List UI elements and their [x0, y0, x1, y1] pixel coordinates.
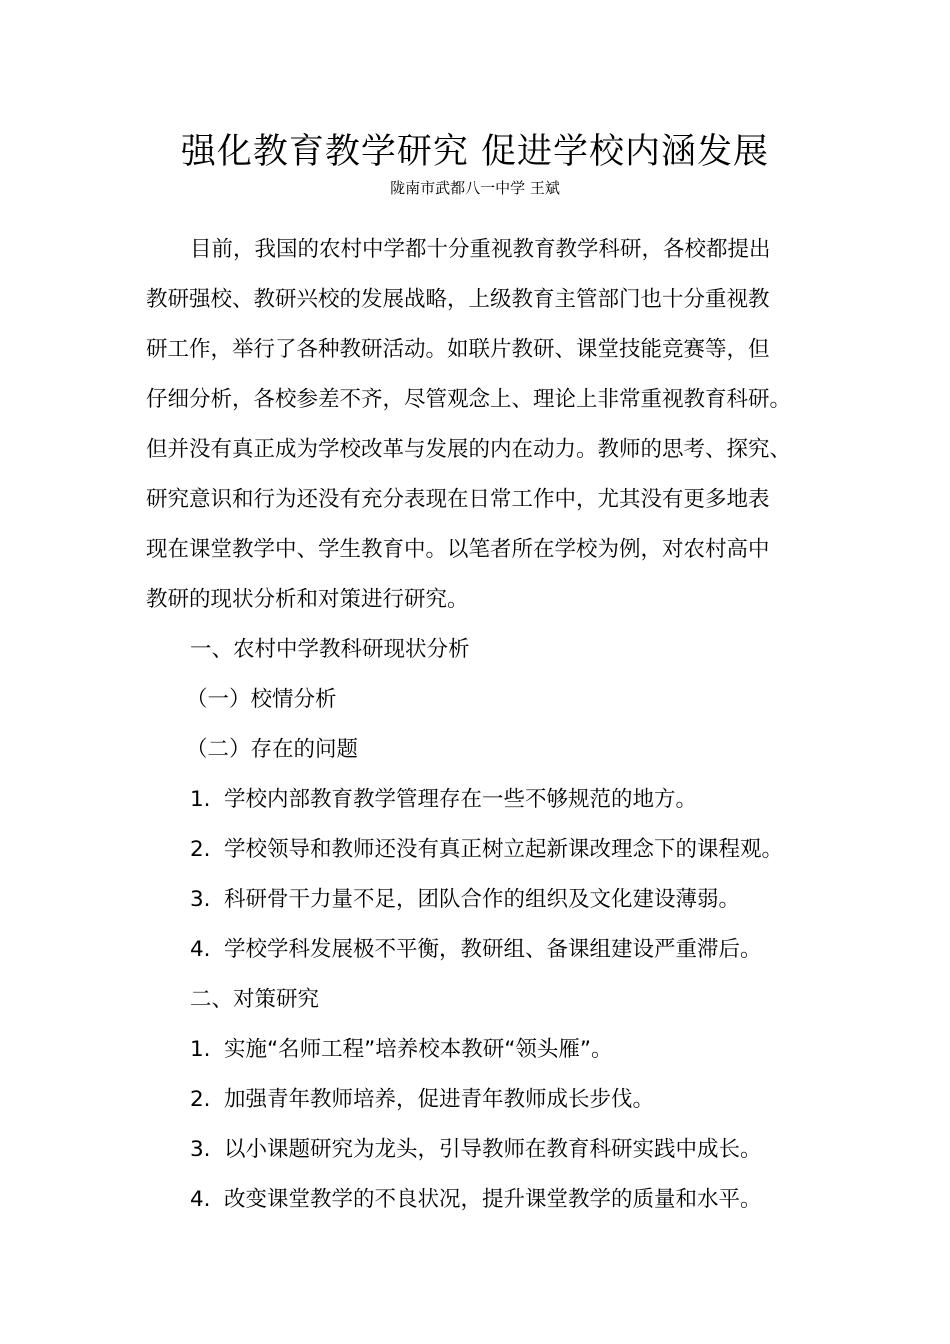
list-item-text: 加强青年教师培养，促进青年教师成长步伐。 [224, 1087, 655, 1112]
list-item-text: 以小课题研究为龙头，引导教师在教育科研实践中成长。 [224, 1137, 762, 1162]
list-item-text: 学校内部教育教学管理存在一些不够规范的地方。 [224, 787, 698, 812]
paragraph-line: 现在课堂教学中、学生教育中。以笔者所在学校为例，对农村高中 [146, 537, 770, 562]
paragraph-line: 目前，我国的农村中学都十分重视教育教学科研，各校都提出 [190, 237, 771, 262]
section-heading-2: 二、对策研究 [190, 987, 320, 1012]
list-item-number: 1. [190, 1037, 211, 1062]
list-item-number: 4. [190, 937, 211, 962]
list-item [190, 1180, 762, 1220]
list-item-text: 学校学科发展极不平衡，教研组、备课组建设严重滞后。 [224, 937, 762, 962]
paragraph-line: 仔细分析，各校参差不齐，尽管观念上、理论上非常重视教育科研。 [146, 387, 792, 412]
list-item [190, 880, 740, 920]
paragraph-line: 但并没有真正成为学校改革与发展的内在动力。教师的思考、探究、 [146, 437, 792, 462]
list-item [190, 780, 697, 820]
list-item-number: 1. [190, 787, 211, 812]
author-line: 陇南市武都八一中学 王斌 [390, 179, 560, 197]
list-item [190, 930, 762, 970]
list-item-number: 4. [190, 1187, 211, 1212]
list-item-number: 3. [190, 887, 211, 912]
section-heading-1: 一、农村中学教科研现状分析 [190, 637, 470, 662]
subsection-heading-1: （一）校情分析 [186, 687, 337, 712]
paragraph-line: 研究意识和行为还没有充分表现在日常工作中，尤其没有更多地表 [146, 487, 770, 512]
list-item [190, 830, 783, 870]
list-item-number: 3. [190, 1137, 211, 1162]
list-item-number: 2. [190, 1087, 211, 1112]
list-item-text: 科研骨干力量不足，团队合作的组织及文化建设薄弱。 [224, 887, 741, 912]
paragraph-line: 研工作，举行了各种教研活动。如联片教研、课堂技能竞赛等，但 [146, 337, 770, 362]
paragraph-line: 教研强校、教研兴校的发展战略，上级教育主管部门也十分重视教 [146, 287, 770, 312]
document-title: 强化教育教学研究 促进学校内涵发展 [180, 132, 770, 172]
list-item [190, 1130, 762, 1170]
list-item [190, 1030, 613, 1070]
list-item-text: 学校领导和教师还没有真正树立起新课改理念下的课程观。 [224, 837, 784, 862]
list-item-text: 实施“名师工程”培养校本教研“领头雁”。 [224, 1037, 613, 1062]
list-item [190, 1080, 654, 1120]
subsection-heading-2: （二）存在的问题 [186, 737, 359, 762]
list-item-number: 2. [190, 837, 211, 862]
paragraph-line: 教研的现状分析和对策进行研究。 [146, 587, 469, 612]
list-item-text: 改变课堂教学的不良状况，提升课堂教学的质量和水平。 [224, 1187, 762, 1212]
